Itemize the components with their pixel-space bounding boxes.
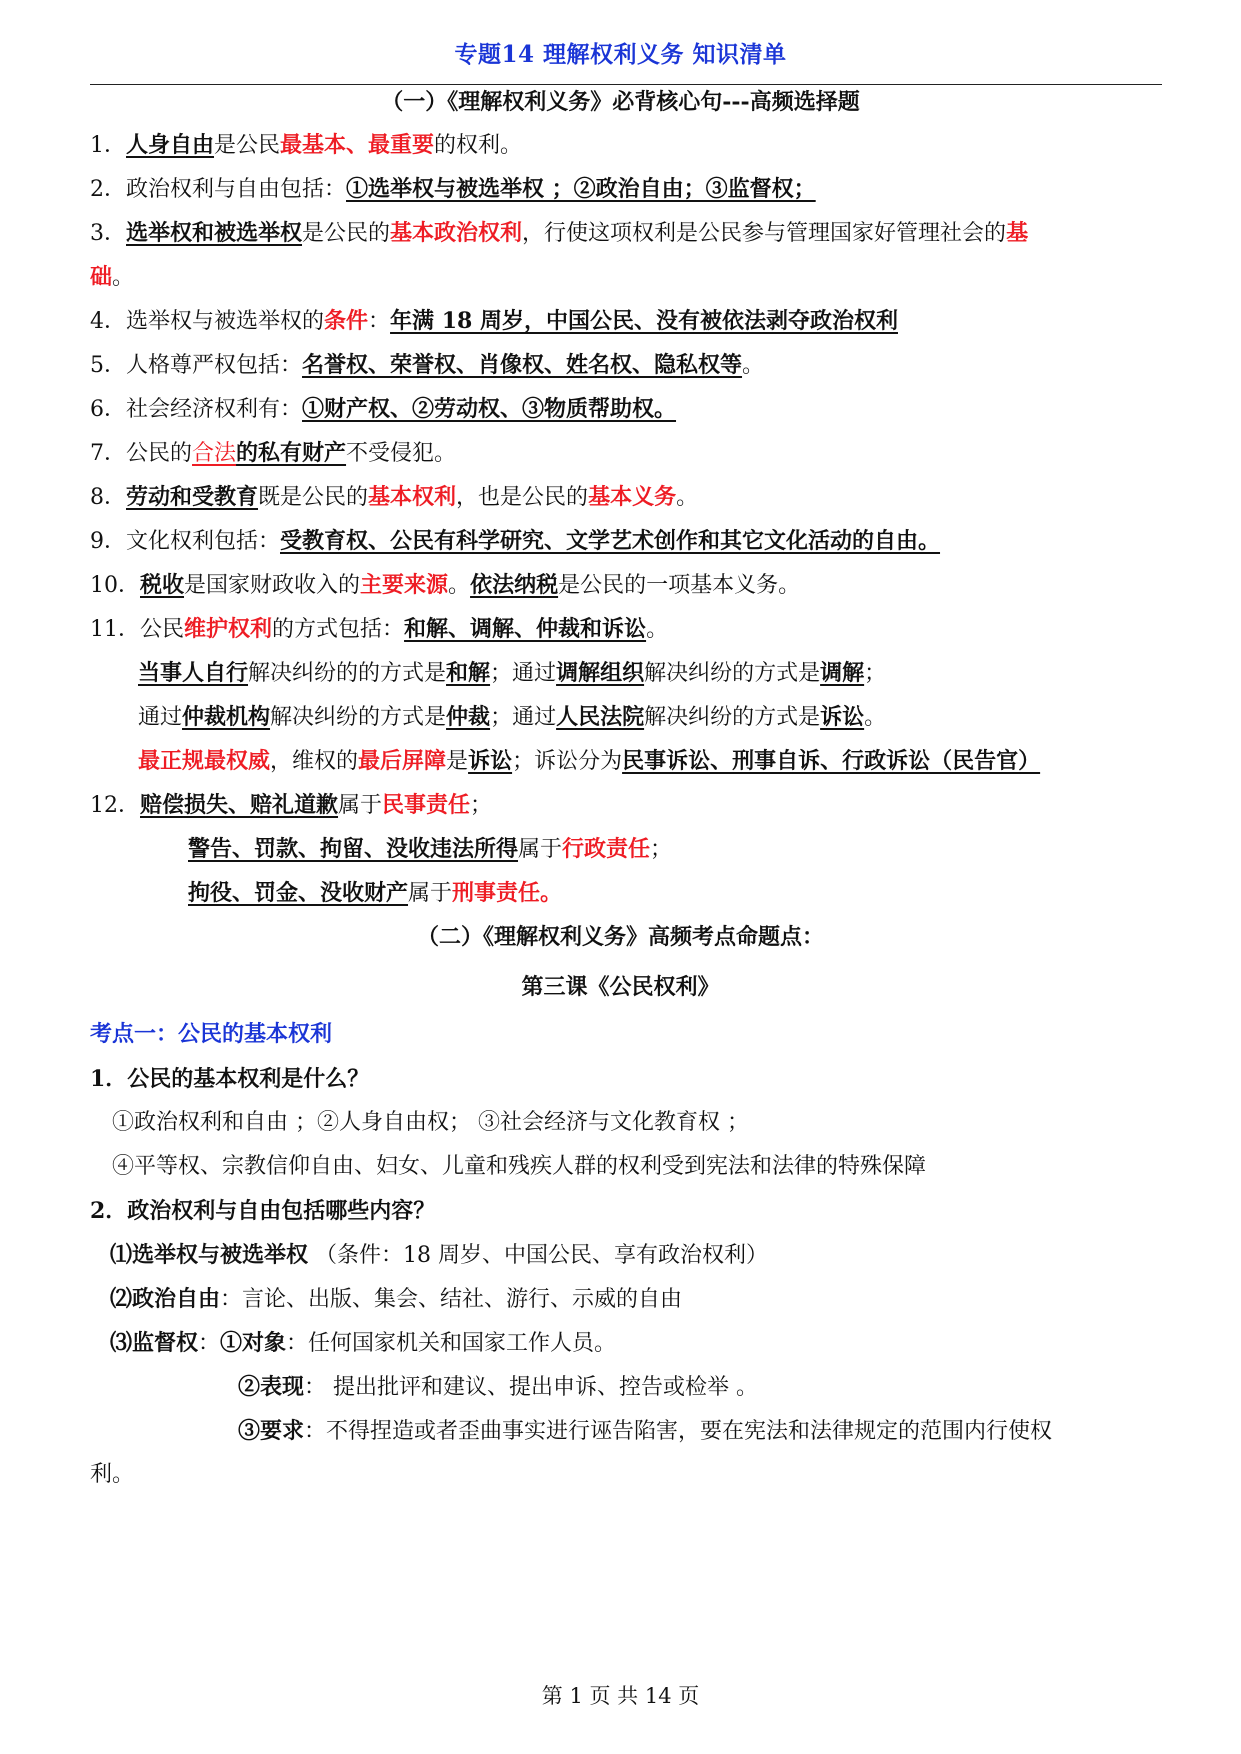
item-10: 10．税收是国家财政收入的主要来源。依法纳税是公民的一项基本义务。	[90, 572, 801, 598]
item-2: 2．政治权利与自由包括：①选举权与被选举权 ；②政治自由；③监督权；	[90, 176, 816, 202]
question-1-answer-2: ④平等权、宗教信仰自由、妇女、儿童和残疾人群的权利受到宪法和法律的特殊保障	[112, 1154, 927, 1179]
item-11-line-3: 最正规最权威，维权的最后屏障是诉讼；诉讼分为民事诉讼、刑事自诉、行政诉讼（民告官）	[138, 748, 1041, 774]
item-5: 5．人格尊严权包括：名誉权、荣誉权、肖像权、姓名权、隐私权等。	[90, 352, 765, 378]
item-4: 4．选举权与被选举权的条件：年满 18 周岁，中国公民、没有被依法剥夺政治权利	[90, 308, 898, 334]
item-11: 11．公民维护权利的方式包括：和解、调解、仲裁和诉讼。	[90, 616, 669, 642]
lesson-title: 第三课《公民权利》	[521, 974, 720, 1000]
question-1: 1．公民的基本权利是什么？	[90, 1066, 370, 1092]
question-2-item-2: ⑵政治自由：言论、出版、集会、结社、游行、示威的自由	[110, 1286, 683, 1312]
item-12: 12．赔偿损失、赔礼道歉属于民事责任；	[90, 792, 493, 818]
question-2-item-3: ⑶监督权：①对象：任何国家机关和国家工作人员。	[110, 1330, 617, 1356]
page-number: 第 1 页 共 14 页	[541, 1684, 700, 1708]
kaodian-title: 考点一：公民的基本权利	[90, 1021, 333, 1047]
page-title: 专题14 理解权利义务 知识清单	[454, 41, 787, 68]
question-2-item-3-yaoqiu: ③要求：不得捏造或者歪曲事实进行诬告陷害，要在宪法和法律规定的范围内行使权	[238, 1418, 1053, 1444]
question-2-item-3-biaoxian: ②表现： 提出批评和建议、提出申诉、控告或检举 。	[238, 1374, 759, 1400]
item-1: 1．人身自由是公民最基本、最重要的权利。	[90, 132, 523, 158]
item-7: 7．公民的合法的私有财产不受侵犯。	[90, 440, 457, 466]
item-9: 9．文化权利包括：受教育权、公民有科学研究、文学艺术创作和其它文化活动的自由。	[90, 528, 941, 554]
item-3: 3．选举权和被选举权是公民的基本政治权利，行使这项权利是公民参与管理国家好管理社会的基	[90, 220, 1029, 246]
item-12-line-3: 拘役、罚金、没收财产属于刑事责任。	[188, 880, 563, 906]
question-2-item-1: ⑴选举权与被选举权 （条件：18 周岁、中国公民、享有政治权利）	[110, 1242, 768, 1268]
question-1-answer-1: ①政治权利和自由 ；②人身自由权； ③社会经济与文化教育权 ；	[112, 1110, 749, 1135]
item-11-line-1: 当事人自行解决纠纷的的方式是和解；通过调解组织解决纠纷的方式是调解；	[138, 660, 887, 686]
item-6: 6．社会经济权利有：①财产权、②劳动权、③物质帮助权。	[90, 396, 677, 422]
item-3-continuation: 础。	[90, 264, 135, 290]
section1-heading: （一）《理解权利义务》必背核心句---高频选择题	[381, 89, 860, 115]
question-2: 2．政治权利与自由包括哪些内容？	[90, 1198, 436, 1224]
item-8: 8．劳动和受教育既是公民的基本权利，也是公民的基本义务。	[90, 484, 699, 510]
section2-heading: （二）《理解权利义务》高频考点命题点：	[416, 924, 824, 950]
question-2-item-3-continuation: 利。	[90, 1462, 135, 1487]
item-11-line-2: 通过仲裁机构解决纠纷的方式是仲裁；通过人民法院解决纠纷的方式是诉讼。	[138, 704, 887, 730]
item-12-line-2: 警告、罚款、拘留、没收违法所得属于行政责任；	[188, 836, 673, 862]
